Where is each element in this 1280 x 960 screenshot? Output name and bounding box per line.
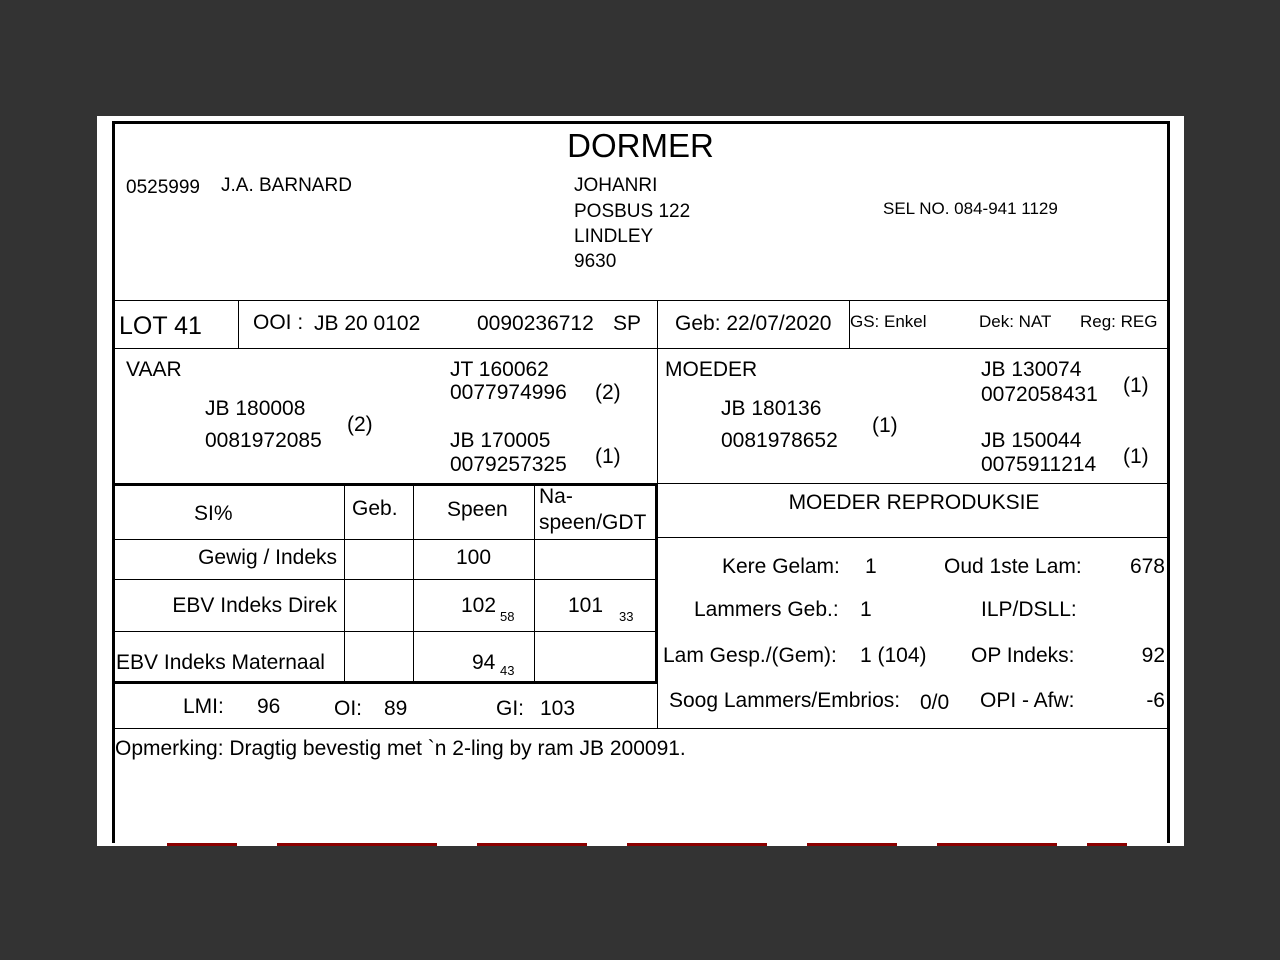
- lot-number: LOT 41: [119, 312, 202, 340]
- op-label: OP Indeks:: [971, 644, 1075, 667]
- divider: [413, 483, 414, 683]
- divider: [112, 539, 658, 540]
- dam-reg: 0081978652: [721, 429, 838, 452]
- ooi-label: OOI :: [253, 311, 304, 334]
- kere-label: Kere Gelam:: [722, 555, 840, 578]
- sale-card-sheet: [97, 116, 1184, 846]
- ilp-label: ILP/DSLL:: [981, 598, 1077, 621]
- ooi-id: JB 20 0102: [314, 312, 421, 335]
- dam-count: (1): [872, 414, 898, 437]
- row-label: Gewig / Indeks: [198, 546, 337, 569]
- reg-status: Reg: REG: [1080, 312, 1158, 331]
- speen-accuracy: 58: [500, 609, 515, 624]
- address-line: 9630: [574, 251, 617, 272]
- oud-label: Oud 1ste Lam:: [944, 555, 1082, 578]
- divider: [112, 681, 658, 684]
- soog-label: Soog Lammers/Embrios:: [669, 689, 901, 712]
- speen-value: 100: [455, 546, 492, 569]
- op-value: 92: [1141, 644, 1165, 667]
- dam-dam-count: (1): [1123, 445, 1149, 468]
- birth-date: Geb: 22/07/2020: [675, 312, 832, 335]
- oi-label: OI:: [334, 697, 363, 720]
- gesp-value: 1 (104): [860, 644, 927, 667]
- speen-header: Speen: [447, 498, 508, 521]
- lammers-label: Lammers Geb.:: [694, 598, 839, 621]
- sire-dam-id: JB 170005: [450, 429, 551, 452]
- gesp-label: Lam Gesp./(Gem):: [663, 644, 837, 667]
- opi-label: OPI - Afw:: [980, 689, 1075, 712]
- ooi-sp: SP: [613, 312, 642, 335]
- speen-accuracy: 43: [500, 663, 515, 678]
- speen-value: 102: [461, 594, 497, 617]
- lmi-value: 96: [257, 695, 281, 718]
- divider: [112, 483, 658, 486]
- divider: [112, 728, 1170, 729]
- soog-value: 0/0: [920, 691, 950, 714]
- opi-value: -6: [1146, 689, 1165, 712]
- dam-sire-reg: 0072058431: [981, 383, 1098, 406]
- remark: Opmerking: Dragtig bevestig met `n 2-ling by ram JB 200091.: [115, 737, 686, 760]
- oud-value: 678: [1129, 555, 1165, 578]
- sire-count: (2): [347, 413, 373, 436]
- divider: [658, 537, 1170, 538]
- kere-value: 1: [865, 555, 877, 578]
- sire-reg: 0081972085: [205, 429, 322, 452]
- dek-status: Dek: NAT: [979, 312, 1052, 331]
- geb-header: Geb.: [352, 497, 398, 520]
- gi-value: 103: [540, 697, 576, 720]
- sire-sire-reg: 0077974996: [450, 381, 567, 404]
- dam-dam-id: JB 150044: [981, 429, 1082, 452]
- sire-sire-count: (2): [595, 381, 621, 404]
- divider: [112, 631, 658, 632]
- divider: [112, 300, 1170, 301]
- divider: [534, 483, 535, 683]
- gi-label: GI:: [496, 697, 525, 720]
- naspeen-accuracy: 33: [619, 609, 634, 624]
- oi-value: 89: [384, 697, 408, 720]
- sire-sire-id: JT 160062: [450, 358, 549, 381]
- dam-sire-id: JB 130074: [981, 358, 1082, 381]
- dam-id: JB 180136: [721, 397, 822, 420]
- owner-code: 0525999: [126, 177, 200, 198]
- divider: [112, 579, 658, 580]
- address-line: LINDLEY: [574, 226, 654, 247]
- ooi-reg: 0090236712: [477, 312, 594, 335]
- dam-sire-count: (1): [1123, 374, 1149, 397]
- sire-dam-count: (1): [595, 445, 621, 468]
- naspeen-header-line1: Na-: [539, 485, 573, 508]
- speen-value: 94: [472, 651, 496, 674]
- cell-number: SEL NO. 084-941 1129: [883, 199, 1058, 218]
- divider: [238, 300, 239, 348]
- cropped-red-text-line: [157, 843, 1137, 846]
- dam-dam-reg: 0075911214: [981, 453, 1097, 476]
- lmi-label: LMI:: [183, 695, 224, 718]
- naspeen-value: 101: [568, 594, 604, 617]
- sire-dam-reg: 0079257325: [450, 453, 567, 476]
- si-header: SI%: [194, 502, 233, 525]
- reproduction-title: MOEDER REPRODUKSIE: [788, 491, 1040, 514]
- divider: [658, 483, 1170, 484]
- lammers-value: 1: [860, 598, 872, 621]
- address-line: POSBUS 122: [574, 201, 691, 222]
- divider: [344, 483, 345, 683]
- divider: [112, 348, 1170, 349]
- gs-status: GS: Enkel: [850, 312, 927, 331]
- dam-label: MOEDER: [665, 358, 758, 381]
- row-label: EBV Indeks Maternaal: [116, 651, 325, 674]
- naspeen-header-line2: speen/GDT: [539, 511, 647, 534]
- sire-id: JB 180008: [205, 397, 306, 420]
- row-label: EBV Indeks Direk: [172, 594, 337, 617]
- breed-title: DORMER: [567, 127, 714, 164]
- divider: [655, 483, 658, 683]
- sire-label: VAAR: [126, 358, 182, 381]
- address-line: JOHANRI: [574, 175, 658, 196]
- owner-name: J.A. BARNARD: [221, 175, 352, 196]
